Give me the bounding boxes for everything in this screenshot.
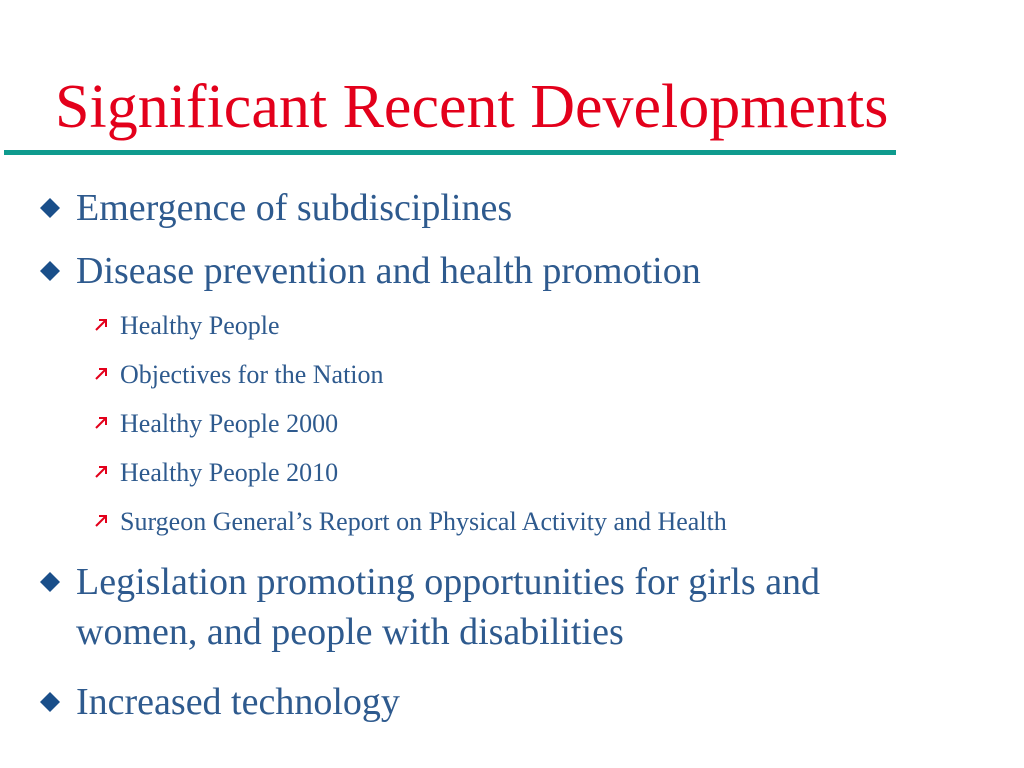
- sub-bullet-healthy-people-2010: [94, 456, 338, 490]
- sub-bullet-objectives-for-the-nation: [94, 358, 384, 392]
- sub-bullet-surgeon-generals-report: [94, 505, 727, 539]
- arrow-up-right-icon: [94, 318, 108, 332]
- bullet-text: Emergence of subdisciplines: [76, 187, 513, 229]
- bullet-text-continuation: women, and people with disabilities: [76, 611, 624, 653]
- bullet-text: Increased technology: [76, 681, 400, 723]
- arrow-up-right-icon: [94, 465, 108, 479]
- sub-bullet-text: Healthy People: [120, 311, 280, 340]
- arrow-up-right-icon: [94, 367, 108, 381]
- slide-title: Significant Recent Developments: [55, 73, 889, 141]
- bullet-increased-technology: [40, 677, 400, 727]
- sub-bullet-text: Healthy People 2010: [120, 458, 339, 487]
- bullet-text: Legislation promoting opportunities for girls and: [76, 561, 821, 603]
- bullet-emergence-of-subdisciplines: [40, 183, 512, 233]
- sub-bullet-text: Healthy People 2000: [120, 409, 339, 438]
- diamond-bullet-icon: [40, 572, 60, 592]
- sub-bullet-text: Objectives for the Nation: [120, 360, 384, 389]
- arrow-up-right-icon: [94, 416, 108, 430]
- sub-bullet-healthy-people: [94, 309, 280, 343]
- arrow-up-right-icon: [94, 514, 108, 528]
- sub-bullet-text: Surgeon General’s Report on Physical Activity and Health: [120, 507, 727, 536]
- bullet-disease-prevention: [40, 246, 701, 296]
- diamond-bullet-icon: [40, 692, 60, 712]
- bullet-text: Disease prevention and health promotion: [76, 250, 701, 292]
- diamond-bullet-icon: [40, 261, 60, 281]
- diamond-bullet-icon: [40, 198, 60, 218]
- bullet-legislation: [40, 557, 820, 657]
- sub-bullet-healthy-people-2000: [94, 407, 338, 441]
